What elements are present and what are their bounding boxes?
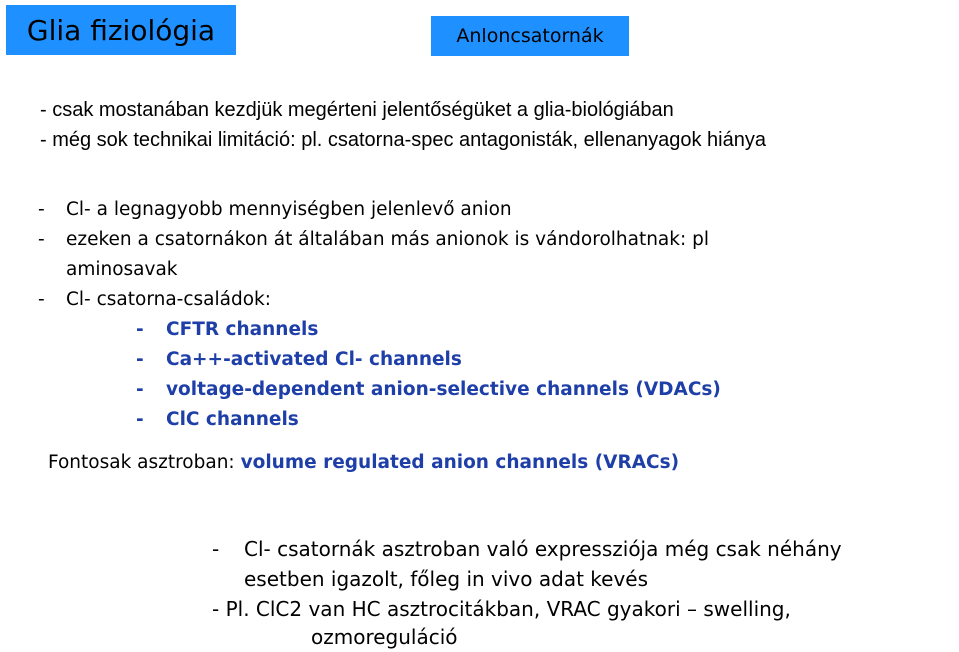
sub-dash: - <box>136 319 144 340</box>
bottom-bullet-2-cont: ozmoreguláció <box>311 625 458 649</box>
bottom-dash: - <box>212 537 220 561</box>
sub-dash: - <box>136 379 144 400</box>
astro-note <box>48 454 679 473</box>
sub-dash: - <box>136 349 144 370</box>
intro-line-1: - csak mostanában kezdjük megérteni jelentőségüket a glia-biológiában <box>40 99 674 121</box>
family-item <box>136 351 462 370</box>
astro-note-highlight: volume regulated anion channels (VRACs) <box>240 452 680 473</box>
main-bullet-1-text: Cl- a legnagyobb mennyiségben jelenlevő anion <box>66 199 512 220</box>
bottom-bullet-1-cont: esetben igazolt, főleg in vivo adat kevés <box>244 567 649 591</box>
topic-tag-text: Anloncsatornák <box>456 25 604 47</box>
bottom-bullet-2: - Pl. ClC2 van HC asztrocitákban, VRAC gyakori – swelling, <box>212 597 791 621</box>
bullet-dash: - <box>38 229 45 250</box>
bottom-bullet-1-text: Cl- csatornák asztroban való expressziója még csak néhány <box>244 537 842 561</box>
topic-tag <box>431 16 629 56</box>
family-item <box>136 381 721 400</box>
intro-line-2: - még sok technikai limitáció: pl. csatorna-spec antagonisták, ellenanyagok hiánya <box>40 129 766 151</box>
family-item-text: voltage-dependent anion-selective channels (VDACs) <box>166 379 721 400</box>
slide-title-text: Glia fiziológia <box>26 13 216 47</box>
astro-note-prefix: Fontosak asztroban: <box>48 452 235 473</box>
family-item <box>136 321 318 340</box>
slide-title <box>6 5 236 55</box>
sub-dash: - <box>136 409 144 430</box>
main-bullet-2 <box>38 231 709 250</box>
main-bullet-1 <box>38 201 512 220</box>
main-bullet-3-text: Cl- csatorna-családok: <box>66 289 271 310</box>
main-bullet-3 <box>38 291 271 310</box>
family-item <box>136 411 299 430</box>
main-bullet-2-cont: aminosavak <box>66 259 178 280</box>
main-bullet-2-text: ezeken a csatornákon át általában más anionok is vándorolhatnak: pl <box>66 229 709 250</box>
bullet-dash: - <box>38 289 45 310</box>
bullet-dash: - <box>38 199 45 220</box>
family-item-text: CFTR channels <box>166 319 319 340</box>
bottom-bullet-1 <box>212 539 842 559</box>
family-item-text: ClC channels <box>166 409 299 430</box>
family-item-text: Ca++-activated Cl- channels <box>166 349 462 370</box>
